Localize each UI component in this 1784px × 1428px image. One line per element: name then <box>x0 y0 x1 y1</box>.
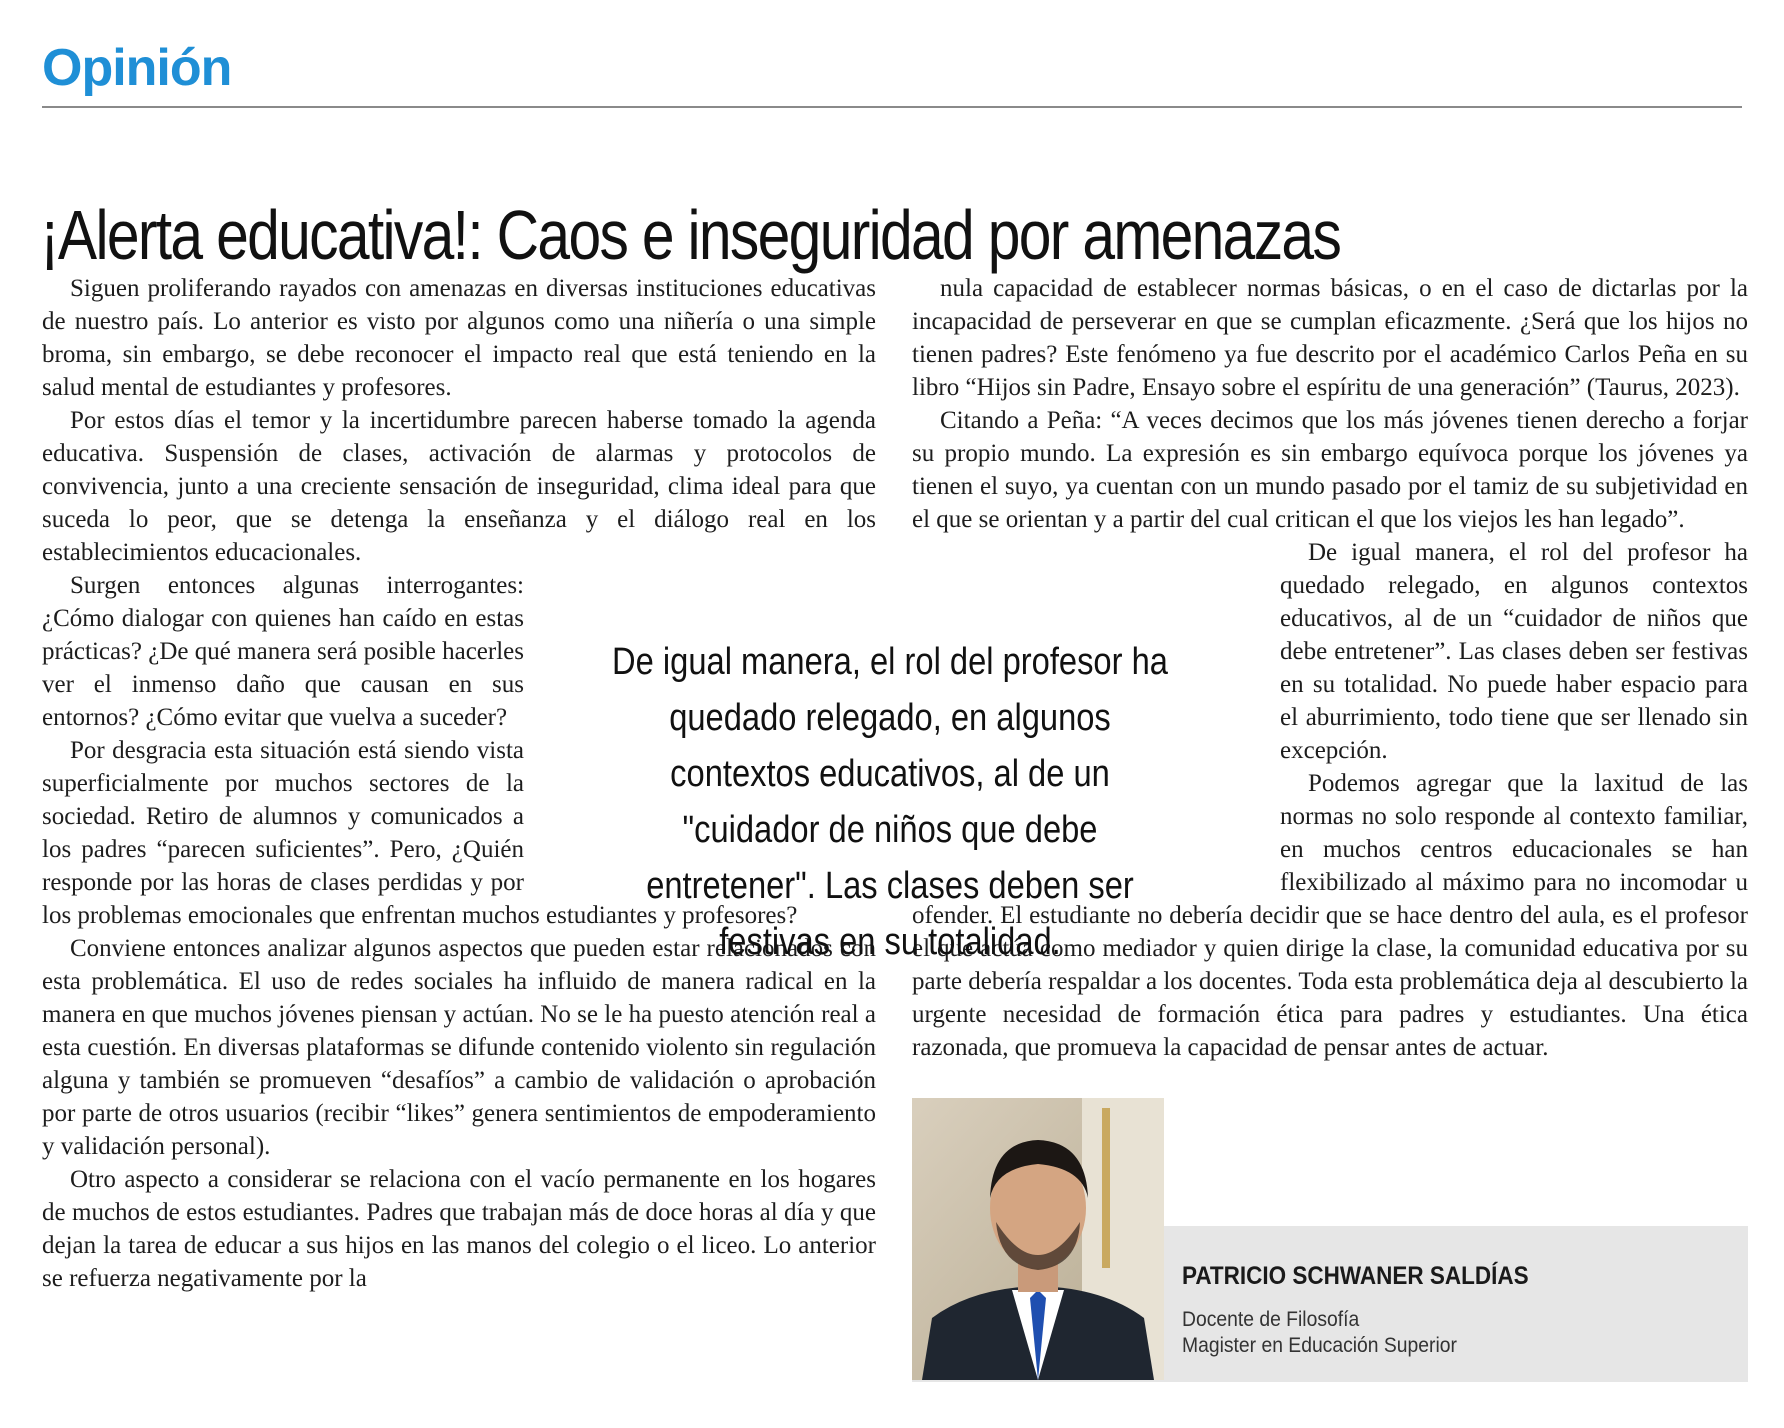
paragraph: Conviene entonces analizar algunos aspectos que pueden estar relacionados con esta problemática. El uso de redes sociales ha influido de manera radical en la manera en que muchos jóvenes piensan y actúan. No se le ha puesto atención real a esta cuestión. En diversas plataformas se difunde contenido violento sin regulación alguna y también se promueven “desafíos” a cambio de validación o aprobación por parte de otros usuarios (recibir “likes” genera sentimientos de empoderamiento y validación personal). <box>42 935 876 1160</box>
author-role: Docente de Filosofía <box>1182 1308 1360 1331</box>
paragraph: Podemos agregar que la laxitud de las normas no solo responde al contexto familiar, en muchos centros educacionales se han flexibilizado al máximo para no incomodar u ofender. El estudiante no debería decidir que se hace dentro del aula, es el profesor el que actúa como mediador y quien dirige la clase, la comunidad educativa por su parte debería respaldar a los docentes. Toda esta problemática deja al descubierto la urgente necesidad de formación ética para padres y estudiantes. Una ética razonada, que promueva la capacidad de pensar antes de actuar. <box>912 770 1748 1061</box>
paragraph: Por desgracia esta situación está siendo vista superficialmente por muchos sectores de la sociedad. Retiro de alumnos y comunicados a los padres “parecen suficientes”. Pero, ¿Quién responde por las horas de clases perdidas y por los problemas emocionales que enfrentan muchos estudiantes y profesores? <box>42 737 798 929</box>
author-role: Magister en Educación Superior <box>1182 1334 1457 1357</box>
pullquote: De igual manera, el rol del profesor ha quedado relegado, en algunos contextos educativos, al de un "cuidador de niños que debe entretener". Las clases deben ser festivas en su totalidad. <box>612 641 1168 963</box>
paragraph: Surgen entonces algunas interrogantes: ¿Cómo dialogar con quienes han caído en estas prácticas? ¿De qué manera será posible hacerles ver el inmenso daño que causan en sus entornos? ¿Cómo evitar que vuelva a suceder? <box>42 572 524 731</box>
paragraph: De igual manera, el rol del profesor ha quedado relegado, en algunos contextos educativos, al de un “cuidador de niños que debe entretener”. Las clases deben ser festivas en su totalidad. No puede haber espacio para el aburrimiento, todo tiene que ser llenado sin excepción. <box>1280 539 1748 764</box>
paragraph: nula capacidad de establecer normas básicas, o en el caso de dictarlas por la incapacidad de perseverar en que se cumplan eficazmente. ¿Será que los hijos no tienen padres? Este fenómeno ya fue descrito por el académico Carlos Peña en su libro “Hijos sin Padre, Ensayo sobre el espíritu de una generación” (Taurus, 2023). <box>912 275 1748 401</box>
headline: ¡Alerta educativa!: Caos e inseguridad por amenazas <box>40 195 1341 274</box>
paragraph: Citando a Peña: “A veces decimos que los más jóvenes tienen derecho a forjar su propio mundo. La expresión es sin embargo equívoca porque los jóvenes ya tienen el suyo, ya cuentan con un mundo pasado por el tamiz de su subjetividad en el que se orientan y a partir del cual critican el que los viejos les han legado”. <box>912 407 1748 533</box>
author-photo <box>912 1098 1164 1380</box>
paragraph: Otro aspecto a considerar se relaciona con el vacío permanente en los hogares de muchos de estos estudiantes. Padres que trabajan más de doce horas al día y que dejan la tarea de educar a sus hijos en las manos del colegio o el liceo. Lo anterior se refuerza negativamente por la <box>42 1166 876 1292</box>
section-label: Opinión <box>42 39 232 97</box>
header-divider <box>42 106 1742 108</box>
paragraph: Siguen proliferando rayados con amenazas en diversas instituciones educativas de nuestro país. Lo anterior es visto por algunos como una niñería o una simple broma, sin embargo, se debe reconocer el impacto real que está teniendo en la salud mental de estudiantes y profesores. <box>42 275 876 401</box>
paragraph: Por estos días el temor y la incertidumbre parecen haberse tomado la agenda educativa. Suspensión de clases, activación de alarmas y protocolos de convivencia, junto a una creciente sensación de inseguridad, clima ideal para que suceda lo peor, que se detenga la enseñanza y el diálogo real en los establecimientos educacionales. <box>42 407 876 566</box>
author-name: PATRICIO SCHWANER SALDÍAS <box>1182 1262 1529 1290</box>
